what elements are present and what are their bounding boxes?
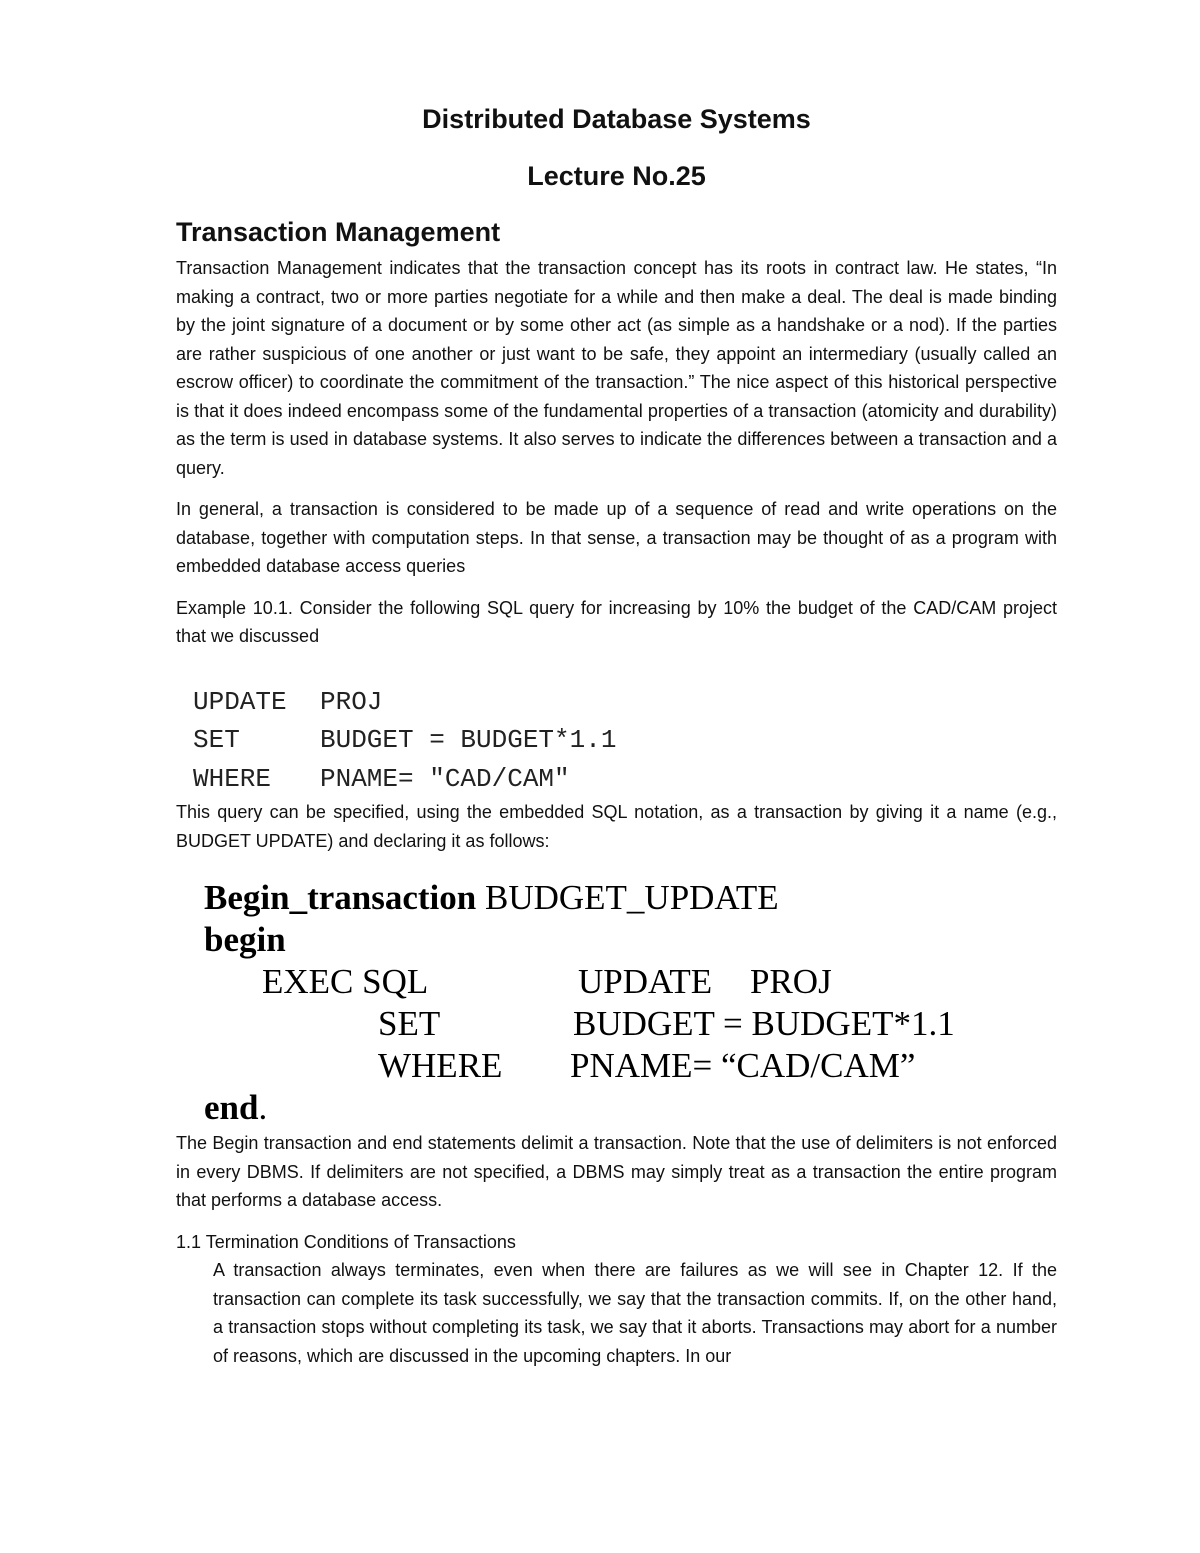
tx-exec-sql: EXEC SQL bbox=[262, 962, 429, 1001]
tx-line-set bbox=[204, 1003, 1057, 1045]
subsection-heading: 1.1 Termination Conditions of Transactions bbox=[176, 1231, 516, 1252]
tx-keyword: begin bbox=[204, 920, 286, 959]
document-page bbox=[176, 100, 1057, 1370]
tx-name: BUDGET_UPDATE bbox=[484, 878, 779, 917]
lecture-number: Lecture No.25 bbox=[527, 161, 706, 191]
sql-line-set bbox=[193, 721, 1057, 760]
transaction-code bbox=[204, 877, 1057, 1129]
tx-keyword: Begin_transaction bbox=[204, 878, 477, 917]
sql-clause: PROJ bbox=[320, 686, 383, 717]
sql-line-where bbox=[193, 760, 1057, 799]
section-heading: Transaction Management bbox=[176, 217, 501, 247]
tx-line-end bbox=[204, 1087, 1057, 1129]
tx-line-exec bbox=[204, 961, 1057, 1003]
sql-keyword: UPDATE bbox=[193, 686, 287, 717]
tx-keyword: end bbox=[204, 1088, 259, 1127]
tx-sql-keyword: WHERE bbox=[378, 1046, 503, 1085]
tx-line-begin-transaction bbox=[204, 877, 1057, 919]
paragraph-delimiters: The Begin transaction and end statements delimit a transaction. Note that the use of delimiters is not enforced in every DBMS. If delimiters are not specified, a DBMS may simply treat as a transaction the entire program that performs a database access. bbox=[176, 1133, 1057, 1210]
tx-sql-keyword: UPDATE bbox=[578, 962, 713, 1001]
tx-sql-keyword: SET bbox=[378, 1004, 441, 1043]
paragraph-embedded-sql: This query can be specified, using the embedded SQL notation, as a transaction by giving it a name (e.g., BUDGET UPDATE) and declaring it as follows: bbox=[176, 802, 1057, 851]
sql-clause: BUDGET = BUDGET*1.1 bbox=[320, 725, 617, 755]
sql-line-update bbox=[193, 683, 1057, 722]
tx-set-expression: BUDGET = BUDGET*1.1 bbox=[573, 1004, 955, 1043]
sql-query-code bbox=[193, 683, 1057, 799]
paragraph-example: Example 10.1. Consider the following SQL query for increasing by 10% the budget of the CAD/CAM project that we discussed bbox=[176, 597, 1057, 646]
sql-keyword: SET bbox=[193, 725, 240, 755]
tx-end-period: . bbox=[258, 1088, 268, 1127]
sql-keyword: WHERE bbox=[193, 763, 272, 794]
tx-table: PROJ bbox=[750, 962, 832, 1001]
document-title: Distributed Database Systems bbox=[422, 104, 811, 134]
sql-clause: PNAME= "CAD/CAM" bbox=[320, 763, 570, 794]
tx-line-where bbox=[204, 1045, 1057, 1087]
paragraph-intro: Transaction Management indicates that the transaction concept has its roots in contract law. He states, “In making a contract, two or more parties negotiate for a while and then make a deal. The deal is made binding by the joint signature of a document or by some other act (as simple as a handshake or a nod). If the parties are rather suspicious of one another or just want to be safe, they appoint an intermediary (usually called an escrow officer) to coordinate the commitment of the transaction.” The nice aspect of this historical perspective is that it does indeed encompass some of the fundamental properties of a transaction (atomicity and durability) as the term is used in database systems. It also serves to indicate the differences between a transaction and a query. bbox=[176, 258, 1057, 478]
tx-where-expression: PNAME= “CAD/CAM” bbox=[570, 1046, 916, 1085]
paragraph-general: In general, a transaction is considered to be made up of a sequence of read and write operations on the database, together with computation steps. In that sense, a transaction may be thought of as a program with embedded database access queries bbox=[176, 499, 1057, 576]
paragraph-termination: A transaction always terminates, even when there are failures as we will see in Chapter 12. If the transaction can complete its task successfully, we say that the transaction commits. If, on the other hand, a transaction stops without completing its task, we say that it aborts. Transactions may abort for a number of reasons, which are discussed in the upcoming chapters. In our bbox=[213, 1260, 1057, 1366]
tx-line-begin bbox=[204, 919, 1057, 961]
